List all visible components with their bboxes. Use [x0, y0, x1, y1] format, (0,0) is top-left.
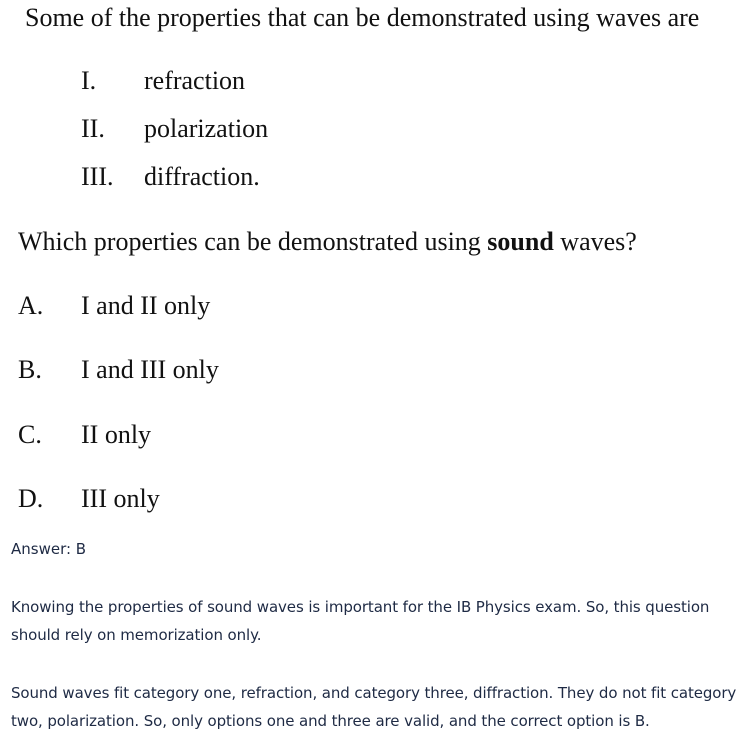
property-text: polarization	[144, 114, 269, 143]
question-stem	[18, 227, 637, 257]
option-letter: A.	[18, 291, 44, 320]
property-numeral: I.	[81, 66, 97, 95]
question-intro: Some of the properties that can be demonstrated using waves are	[25, 3, 700, 32]
answer-label: Answer: B	[11, 540, 87, 558]
question-stem-bold: sound	[487, 227, 554, 256]
explanation-paragraph: Knowing the properties of sound waves is important for the IB Physics exam. So, this question should rely on memorization only.	[11, 598, 710, 644]
option-text: I and II only	[81, 291, 211, 320]
option-text: III only	[81, 484, 160, 513]
explanation-paragraph: Sound waves fit category one, refraction, and category three, diffraction. They do not fit category two, polarization. So, only options one and three are valid, and the correct option is B.	[11, 684, 737, 730]
option-letter: D.	[18, 484, 44, 513]
option-text: II only	[81, 420, 152, 449]
property-text: diffraction.	[144, 162, 260, 191]
question-stem-before: Which properties can be demonstrated using	[18, 227, 488, 256]
option-letter: C.	[18, 420, 42, 449]
property-text: refraction	[144, 66, 246, 95]
option-text: I and III only	[81, 355, 219, 384]
property-numeral: III.	[81, 162, 114, 191]
question-stem-after: waves?	[553, 227, 637, 256]
property-numeral: II.	[81, 114, 105, 143]
option-letter: B.	[18, 355, 42, 384]
